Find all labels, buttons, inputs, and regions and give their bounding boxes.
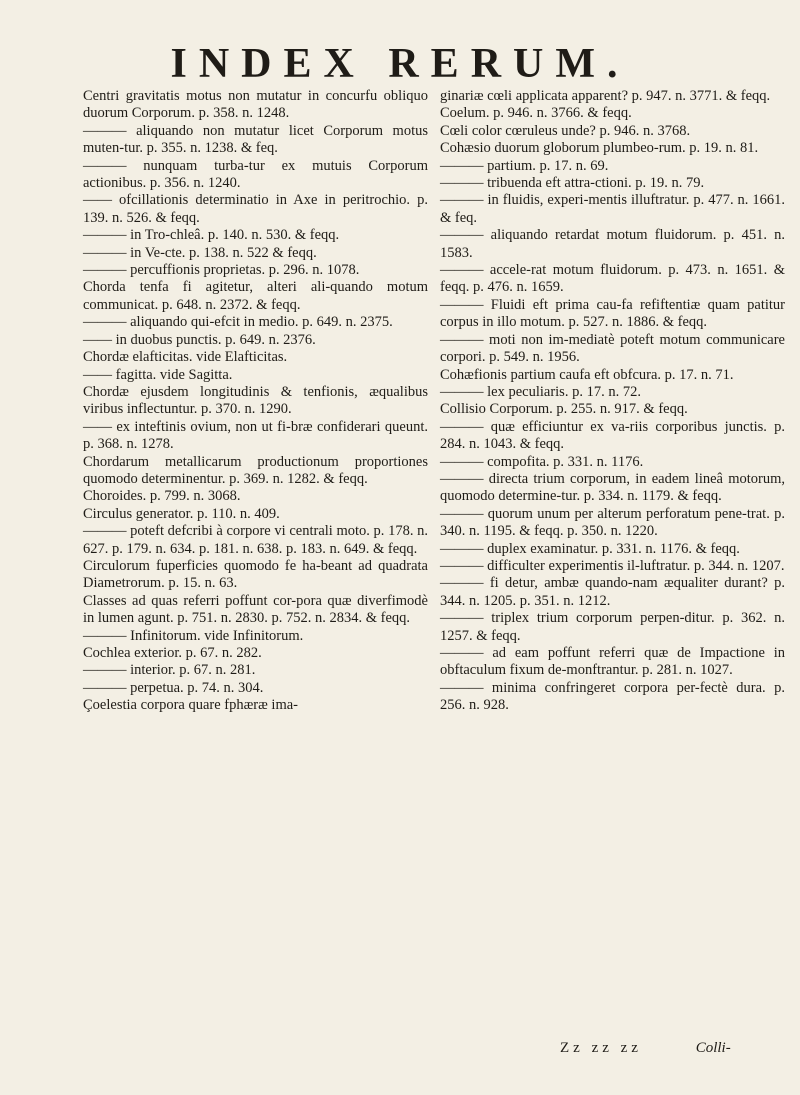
index-entry: Cœli color cœruleus unde? p. 946. n. 3768. <box>440 122 691 139</box>
index-entry: Chorda tenfa fi agitetur, alteri ali-quando motum communicat. p. 648. n. 2372. & feqq. <box>83 279 428 313</box>
signature-mark: Zz zz zz <box>560 1040 642 1056</box>
index-entry: ——— fi detur, ambæ quando-nam æqualiter durant? p. 344. n. 1205. p. 351. n. 1212. <box>440 575 785 609</box>
index-entry: Chordæ ejusdem longitudinis & tenfionis, æqualibus viribus inflectuntur. p. 370. n. 1290. <box>83 383 428 418</box>
index-entry: ——— compofita. p. 331. n. 1176. <box>440 453 644 470</box>
index-entry: Choroides. p. 799. n. 3068. <box>83 488 241 505</box>
index-entry: ——— in fluidis, experi-mentis illuftratur. p. 477. n. 1661. & feq. <box>440 192 785 226</box>
page-footer <box>560 1040 800 1057</box>
index-entry: ——— accele-rat motum fluidorum. p. 473. n. 1651. & feqq. p. 476. n. 1659. <box>440 262 785 296</box>
index-entry: —— fagitta. vide Sagitta. <box>83 366 233 383</box>
index-entry: ——— perpetua. p. 74. n. 304. <box>83 679 264 696</box>
index-entry: Chordarum metallicarum productionum proportiones quomodo determinentur. p. 369. n. 1282. & feqq. <box>83 453 428 487</box>
index-entry: ——— Infinitorum. vide Infinitorum. <box>83 627 304 644</box>
index-entry: Centri gravitatis motus non mutatur in concurfu obliquo duorum Corporum. p. 358. n. 1248. <box>83 88 428 122</box>
index-entry: Çoelestia corpora quare fphæræ ima- <box>83 697 299 714</box>
index-entry: ——— quorum unum per alterum perforatum pene-trat. p. 340. n. 1195. & feqq. p. 350. n. 1220. <box>440 505 785 540</box>
index-entry: ——— poteft defcribi à corpore vi centrali moto. p. 178. n. 627. p. 179. n. 634. p. 181. n. 638. p. 183. n. 649. & feqq. <box>83 523 428 557</box>
index-entry: ——— lex peculiaris. p. 17. n. 72. <box>440 383 641 400</box>
index-entry: Classes ad quas referri poffunt cor-pora quæ diverfimodè in lumen agunt. p. 751. n. 2830. p. 752. n. 2834. & feqq. <box>83 592 428 627</box>
index-entry: ——— difficulter experimentis il-luftratur. p. 344. n. 1207. <box>440 557 785 574</box>
index-entry: ——— duplex examinatur. p. 331. n. 1176. & feqq. <box>440 540 740 557</box>
index-entry: ——— Fluidi eft prima cau-fa refiftentiæ quam patitur corpus in illo motum. p. 527. n. 1886. & feqq. <box>440 296 785 331</box>
index-entry: Cochlea exterior. p. 67. n. 282. <box>83 645 262 661</box>
index-entry: ——— aliquando qui-efcit in medio. p. 649. n. 2375. <box>83 314 393 331</box>
index-entry: Cohæsio duorum globorum plumbeo-rum. p. 19. n. 81. <box>440 140 759 157</box>
index-entry: Cohæfionis partium caufa eft obfcura. p. 17. n. 71. <box>440 366 734 383</box>
index-entry: —— ex inteftinis ovium, non ut fi-bræ confiderari queunt. p. 368. n. 1278. <box>83 418 428 453</box>
index-entry: ——— in Ve-cte. p. 138. n. 522 & feqq. <box>83 244 317 261</box>
index-entry: ——— nunquam turba-tur ex mutuis Corporum actionibus. p. 356. n. 1240. <box>83 157 428 192</box>
index-entry: Circulus generator. p. 110. n. 409. <box>83 505 280 522</box>
catchword: Colli- <box>695 1040 731 1056</box>
index-entry: ——— percuffionis proprietas. p. 296. n. 1078. <box>83 262 360 279</box>
index-entry: Collisio Corporum. p. 255. n. 917. & feqq. <box>440 401 688 418</box>
index-entry: ——— in Tro-chleâ. p. 140. n. 530. & feqq. <box>83 227 340 244</box>
index-entry: —— ofcillationis determinatio in Axe in peritrochio. p. 139. n. 526. & feqq. <box>83 192 428 226</box>
index-entry: —— in duobus punctis. p. 649. n. 2376. <box>83 331 316 348</box>
index-entry: Coelum. p. 946. n. 3766. & feqq. <box>440 105 632 122</box>
index-entry: ——— tribuenda eft attra-ctioni. p. 19. n. 79. <box>440 175 705 192</box>
index-entry: ——— directa trium corporum, in eadem lineâ motorum, quomodo determine-tur. p. 334. n. 1179. & feqq. <box>440 470 785 505</box>
right-column <box>440 88 785 715</box>
index-entry: ——— quæ efficiuntur ex va-riis corporibus junctis. p. 284. n. 1043. & feqq. <box>440 418 785 453</box>
index-entry: ——— interior. p. 67. n. 281. <box>83 662 256 679</box>
index-entry: Circulorum fuperficies quomodo fe ha-beant ad quadrata Diametrorum. p. 15. n. 63. <box>83 557 428 592</box>
index-entry: ——— partium. p. 17. n. 69. <box>440 157 609 174</box>
index-entry: ginariæ cœli applicata apparent? p. 947. n. 3771. & feqq. <box>440 88 771 104</box>
index-entry: Chordæ elafticitas. vide Elafticitas. <box>83 349 288 366</box>
index-entry: ——— triplex trium corporum perpen-ditur. p. 362. n. 1257. & feqq. <box>440 610 785 644</box>
page-title: INDEX RERUM. <box>170 41 630 87</box>
index-entry: ——— ad eam poffunt referri quæ de Impactione in obftaculum fixum de-monftrantur. p. 281. n. 1027. <box>440 645 785 679</box>
left-column <box>83 88 428 715</box>
index-entry: ——— aliquando non mutatur licet Corporum motus muten-tur. p. 355. n. 1238. & feq. <box>83 122 428 157</box>
index-entry: ——— minima confringeret corpora per-fectè dura. p. 256. n. 928. <box>440 679 785 714</box>
index-entry: ——— aliquando retardat motum fluidorum. p. 451. n. 1583. <box>440 227 785 261</box>
index-entry: ——— moti non im-mediatè poteft motum communicare corpori. p. 549. n. 1956. <box>440 331 785 366</box>
